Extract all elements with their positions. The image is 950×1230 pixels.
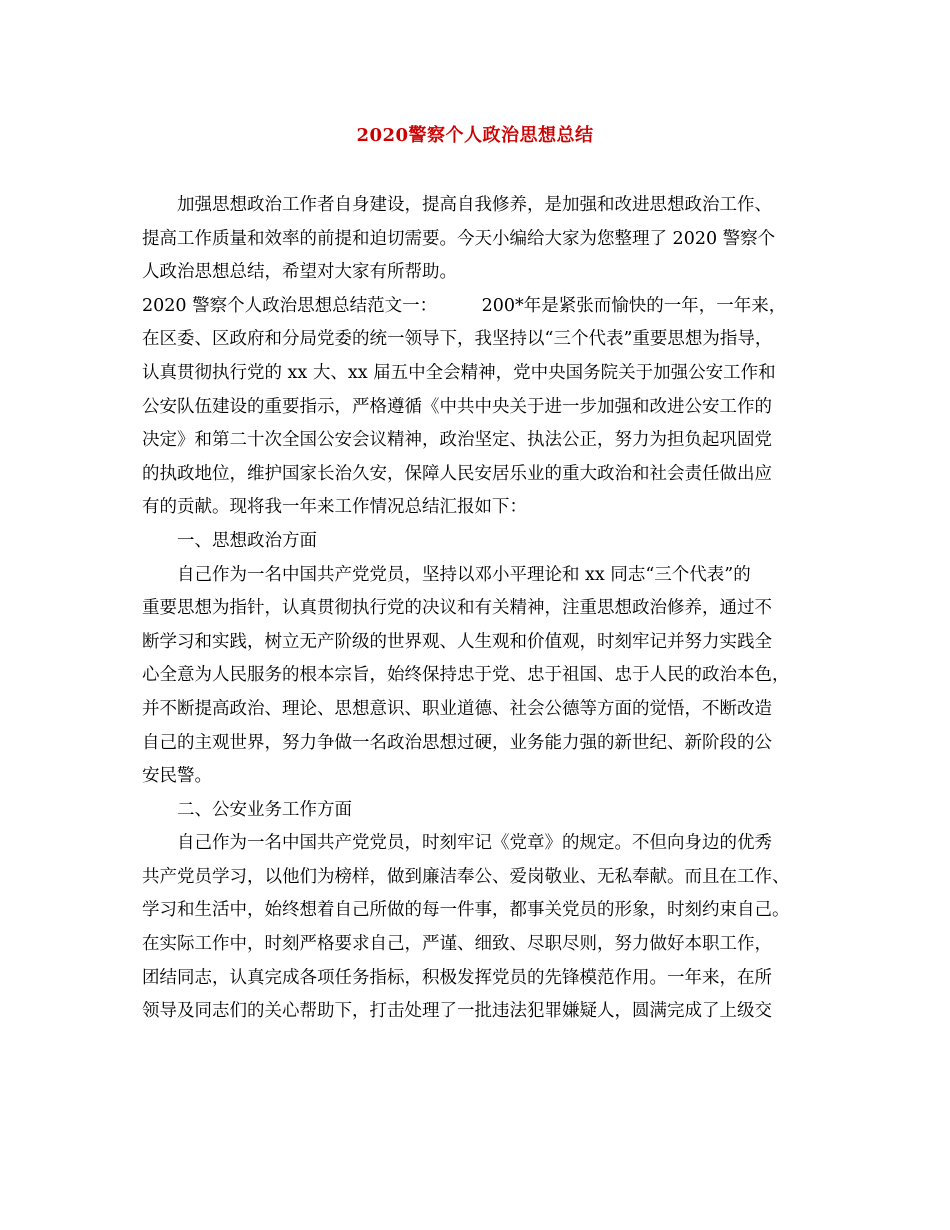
text-line: 的执政地位，维护国家长治久安，保障人民安居乐业的重大政治和社会责任做出应 bbox=[142, 463, 772, 484]
text-line: 人政治思想总结，希望对大家有所帮助。 bbox=[142, 262, 457, 283]
text-line: 自己作为一名中国共产党党员，时刻牢记《党章》的规定。不但向身边的优秀 bbox=[177, 833, 772, 854]
text-line: 认真贯彻执行党的 xx 大、xx 届五中全会精神，党中央国务院关于加强公安工作和 bbox=[142, 362, 776, 383]
text-line: 共产党员学习，以他们为榜样，做到廉洁奉公、爱岗敬业、无私奉献。而且在工作、 bbox=[142, 866, 790, 887]
section-heading: 二、公安业务工作方面 bbox=[177, 799, 352, 820]
text-line: 自己的主观世界，努力争做一名政治思想过硬，业务能力强的新世纪、新阶段的公 bbox=[142, 732, 772, 753]
text-line: 领导及同志们的关心帮助下，打击处理了一批违法犯罪嫌疑人，圆满完成了上级交 bbox=[142, 1001, 772, 1022]
text-line: 团结同志，认真完成各项任务指标，积极发挥党员的先锋模范作用。一年来，在所 bbox=[142, 967, 772, 988]
document-title: 2020警察个人政治思想总结 bbox=[356, 125, 594, 146]
text-line: 在实际工作中，时刻严格要求自己，严谨、细致、尽职尽则，努力做好本职工作， bbox=[142, 934, 772, 955]
section-heading: 一、思想政治方面 bbox=[177, 530, 317, 551]
document-body bbox=[142, 189, 832, 1029]
text-line: 提高工作质量和效率的前提和迫切需要。今天小编给大家为您整理了 2020 警察个 bbox=[142, 228, 776, 249]
text-line: 安民警。 bbox=[142, 766, 212, 787]
text-line: 2020 警察个人政治思想总结范文一： 200*年是紧张而愉快的一年，一年来， bbox=[142, 295, 787, 316]
text-line: 学习和生活中，始终想着自己所做的每一件事，都事关党员的形象，时刻约束自己。 bbox=[142, 900, 790, 921]
text-line: 自己作为一名中国共产党党员，坚持以邓小平理论和 xx 同志“三个代表”的 bbox=[177, 564, 751, 585]
text-line: 有的贡献。现将我一年来工作情况总结汇报如下： bbox=[142, 497, 527, 518]
text-line: 断学习和实践，树立无产阶级的世界观、人生观和价值观，时刻牢记并努力实践全 bbox=[142, 631, 772, 652]
text-line: 公安队伍建设的重要指示，严格遵循《中共中央关于进一步加强和改进公安工作的 bbox=[142, 396, 772, 417]
text-line: 加强思想政治工作者自身建设，提高自我修养，是加强和改进思想政治工作、 bbox=[177, 195, 772, 215]
text-line: 并不断提高政治、理论、思想意识、职业道德、社会公德等方面的觉悟，不断改造 bbox=[142, 698, 772, 719]
text-line: 决定》和第二十次全国公安会议精神，政治坚定、执法公正，努力为担负起巩固党 bbox=[142, 430, 772, 451]
text-line: 重要思想为指针，认真贯彻执行党的决议和有关精神，注重思想政治修养，通过不 bbox=[142, 598, 772, 619]
text-line: 心全意为人民服务的根本宗旨，始终保持忠于党、忠于祖国、忠于人民的政治本色， bbox=[142, 665, 790, 686]
text-line: 在区委、区政府和分局党委的统一领导下，我坚持以“三个代表”重要思想为指导， bbox=[142, 329, 773, 350]
